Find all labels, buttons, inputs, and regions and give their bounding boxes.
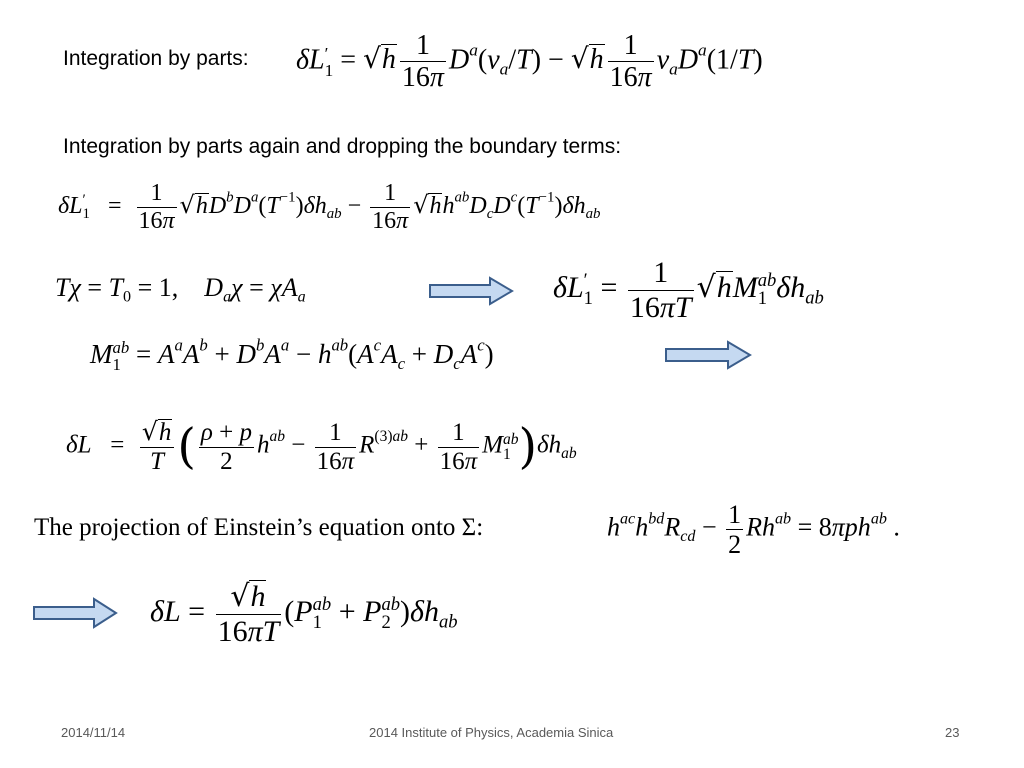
footer-page-number: 23 — [945, 725, 960, 740]
arrow-right-icon — [32, 597, 118, 629]
equation-M1-definition: M ab 1 = $A^aA^b + D^bA^a - h^{ab}(A^cA_c + D_cA^c)$ — [90, 335, 494, 374]
label-integration-again: Integration by parts again and dropping the boundary terms: — [63, 135, 622, 158]
equation-chi-condition: $T\chi = T_0 = 1$, $D_a\chi = \chi A_a$ — [55, 273, 306, 306]
equation-delta-L1-second: δL ′ 1 = $\frac{1}{16\pi}$ $√hD^bD^a(T^{-1})\delta h_{ab}$ − $\frac{1}{16\pi}$ $√hh^{ab}D_cD^c(T^{-1})\delta h_{ab}$ — [58, 180, 601, 234]
equation-einstein-projection: $h^{ac}h^{bd}R_{cd}$ − $\frac{1}{2}$ $Rh^{ab} = 8\pi ph^{ab}$ . — [607, 500, 900, 560]
label-projection: The projection of Einstein’s equation onto Σ: — [34, 514, 484, 541]
equation-delta-L1-M1: δL ′ 1 = $\frac{1}{16\pi T}$ √hM ab 1 $\delta h_{ab}$ — [553, 256, 824, 324]
footer-date: 2014/11/14 — [61, 725, 126, 740]
footer-institute: 2014 Institute of Physics, Academia Sinica — [369, 725, 614, 740]
equation-delta-L-final: δL = $\frac{√h}{16\pi T}$ (P ab 1 + P ab 2 )$\delta h_{ab}$ — [150, 579, 458, 648]
label-integration-by-parts: Integration by parts: — [63, 47, 249, 70]
equation-delta-L-combined: δL = $\frac{√h}{T}$ ( $\frac{\rho + p}{2}$ $h^{ab}$ − $\frac{1}{16\pi}$ $R^{(3)ab}$ + $\frac{1}{16\pi}$ M ab 1 )$\delta h_{ab}$ — [66, 417, 577, 475]
equation-delta-L1-first: δL ′ 1 = √h $\frac{1}{16\pi}$ $D^a(v_a/T) - √h$ $\frac{1}{16\pi}$ $v_aD^a(1/T)$ — [296, 30, 763, 94]
arrow-right-icon — [664, 340, 752, 370]
arrow-right-icon — [428, 276, 514, 306]
